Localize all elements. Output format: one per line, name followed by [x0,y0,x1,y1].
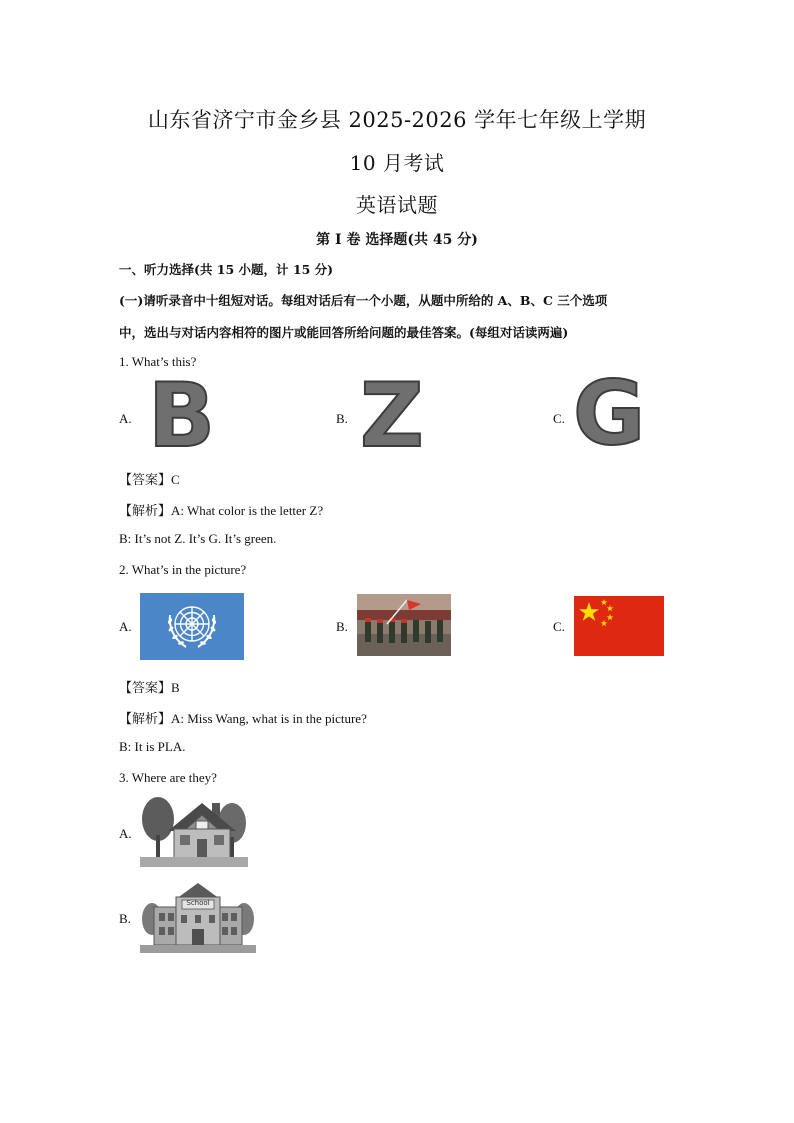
q1-option-a-label: A. [119,411,132,426]
q2-analysis-line-1: 【解析】A: Miss Wang, what is in the picture? [119,711,367,726]
volume-heading: 第 I 卷 选择题(共 45 分) [316,232,478,248]
house-icon [140,795,248,867]
instruction-line-1: (一)请听录音中十组短对话。每组对话后有一个小题，从题中所给的 A、B、C 三个选项 [119,293,608,308]
q2-answer: 【答案】B [119,680,180,695]
page-title-line2: 10 月考试 [349,151,445,175]
school-sign-text: School [186,899,210,907]
q2-analysis-line-2: B: It is PLA. [119,739,186,754]
school-icon [140,879,256,953]
letter-z-icon: Z [360,364,424,467]
section-heading: 一、听力选择(共 15 小题，计 15 分) [119,262,334,277]
q3-option-b-label: B. [119,911,131,926]
parade-photo-icon [357,594,451,656]
q3-option-a-label: A. [119,826,132,841]
q1-answer: 【答案】C [119,472,180,487]
instruction-line-2: 中，选出与对话内容相符的图片或能回答所给问题的最佳答案。(每组对话读两遍) [119,325,569,340]
question-1-prompt: 1. What’s this? [119,354,197,369]
q2-option-c-label: C. [553,619,565,634]
un-flag-icon [140,593,244,660]
q1-option-b-label: B. [336,411,348,426]
q2-option-b-label: B. [336,619,348,634]
china-flag-icon [574,596,664,656]
q2-option-a-label: A. [119,619,132,634]
q1-analysis-line-2: B: It’s not Z. It’s G. It’s green. [119,531,277,546]
letter-g-icon: G [573,362,646,465]
q1-option-c-label: C. [553,411,565,426]
question-3-prompt: 3. Where are they? [119,770,217,785]
question-2-prompt: 2. What’s in the picture? [119,562,247,577]
subject-title: 英语试题 [356,193,438,217]
letter-b-icon: B [148,364,216,467]
q1-analysis-line-1: 【解析】A: What color is the letter Z? [119,503,324,518]
page-title: 山东省济宁市金乡县 2025-2026 学年七年级上学期 [147,108,647,132]
